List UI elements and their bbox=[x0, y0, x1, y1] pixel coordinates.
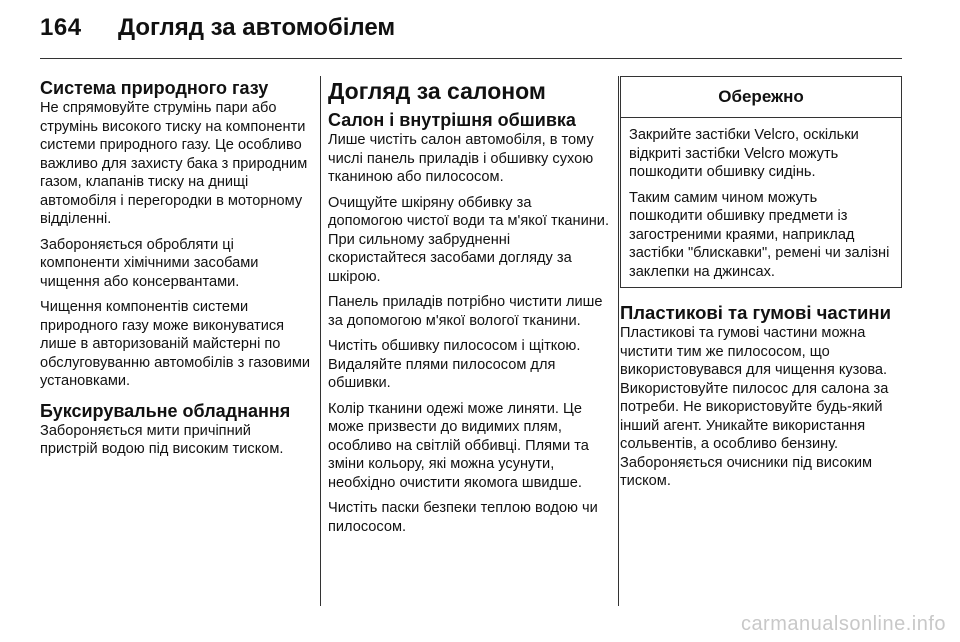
paragraph: Чищення компонентів системи природного газу може виконуватися лише в авторизованій майстерні по обслуговуванню автомобілів з газовими установками. bbox=[40, 299, 311, 389]
column-left bbox=[40, 78, 312, 466]
paragraph: Таким самим чином можуть пошкодити обшивку предмети із загостреними краями, наприклад застібки "блискавки", ремені чи залізні заклепки на джинсах. bbox=[629, 189, 890, 280]
column-divider-left bbox=[320, 76, 321, 606]
column-right bbox=[620, 76, 902, 498]
section-natural-gas bbox=[40, 78, 312, 391]
paragraph: Колір тканини одежі може линяти. Це може призвести до видимих плям, особливо на світлій оббивці. Плями та зміни кольору, які можна усунути, необхідно очистити якомога швидше. bbox=[328, 400, 589, 491]
paragraph: Чистіть обшивку пилососом і щіткою. Видаляйте плями пилососом для обшивки. bbox=[328, 338, 581, 391]
paragraph: Закрийте застібки Velcro, оскільки відкриті застібки Velcro можуть пошкодити обшивку сидінь. bbox=[629, 127, 859, 180]
paragraph: Лише чистіть салон автомобіля, в тому числі панель приладів і обшивку сухою тканиною або пилососом. bbox=[328, 132, 594, 185]
warning-box bbox=[620, 76, 902, 288]
chapter-heading: Догляд за салоном bbox=[328, 78, 546, 104]
section-plastic-rubber bbox=[620, 302, 902, 491]
section-towing-equipment bbox=[40, 401, 312, 459]
warning-title: Обережно bbox=[621, 77, 901, 118]
paragraph: Панель приладів потрібно чистити лише за допомогою м'якої вологої тканини. bbox=[328, 294, 603, 329]
page-title: Догляд за автомобілем bbox=[118, 14, 396, 41]
paragraph: Не спрямовуйте струмінь пари або струмінь високого тиску на компоненти системи природного газу. Це особливо важливо для захисту бака з природним газом, клапанів тиску на днищі автомобіля і перегородки в моторному відділенні. bbox=[40, 100, 308, 227]
column-divider-right bbox=[618, 76, 619, 606]
section-heading: Салон і внутрішня обшивка bbox=[328, 110, 576, 130]
warning-body bbox=[621, 118, 901, 287]
column-middle bbox=[328, 78, 610, 543]
watermark: carmanualsonline.info bbox=[740, 613, 946, 635]
page-number: 164 bbox=[40, 14, 82, 41]
header-rule bbox=[40, 58, 902, 59]
paragraph: Забороняється обробляти ці компоненти хімічними засобами чищення або консервантами. bbox=[40, 236, 259, 290]
paragraph: Забороняється мити причіпний пристрій водою під високим тиском. bbox=[40, 422, 284, 457]
paragraph: Очищуйте шкіряну оббивку за допомогою чистої води та м'якої тканини. При сильному забрудненні скористайтеся засобами догляду за шкірою. bbox=[328, 194, 609, 285]
paragraph: Чистіть паски безпеки теплою водою чи пилососом. bbox=[328, 500, 598, 535]
section-heading: Система природного газу bbox=[40, 78, 269, 98]
section-heading: Буксирувальне обладнання bbox=[40, 400, 291, 421]
paragraph: Пластикові та гумові частини можна чистити тим же пилососом, що використовувався для чищення кузова. Використовуйте пилосос для салона за потреби. Не використовуйте будь-який інший агент. Уникайте використання сольвентів, а особливо бензину. Забороняється очисники під високим тиском. bbox=[620, 325, 889, 489]
section-heading: Пластикові та гумові частини bbox=[620, 302, 891, 323]
